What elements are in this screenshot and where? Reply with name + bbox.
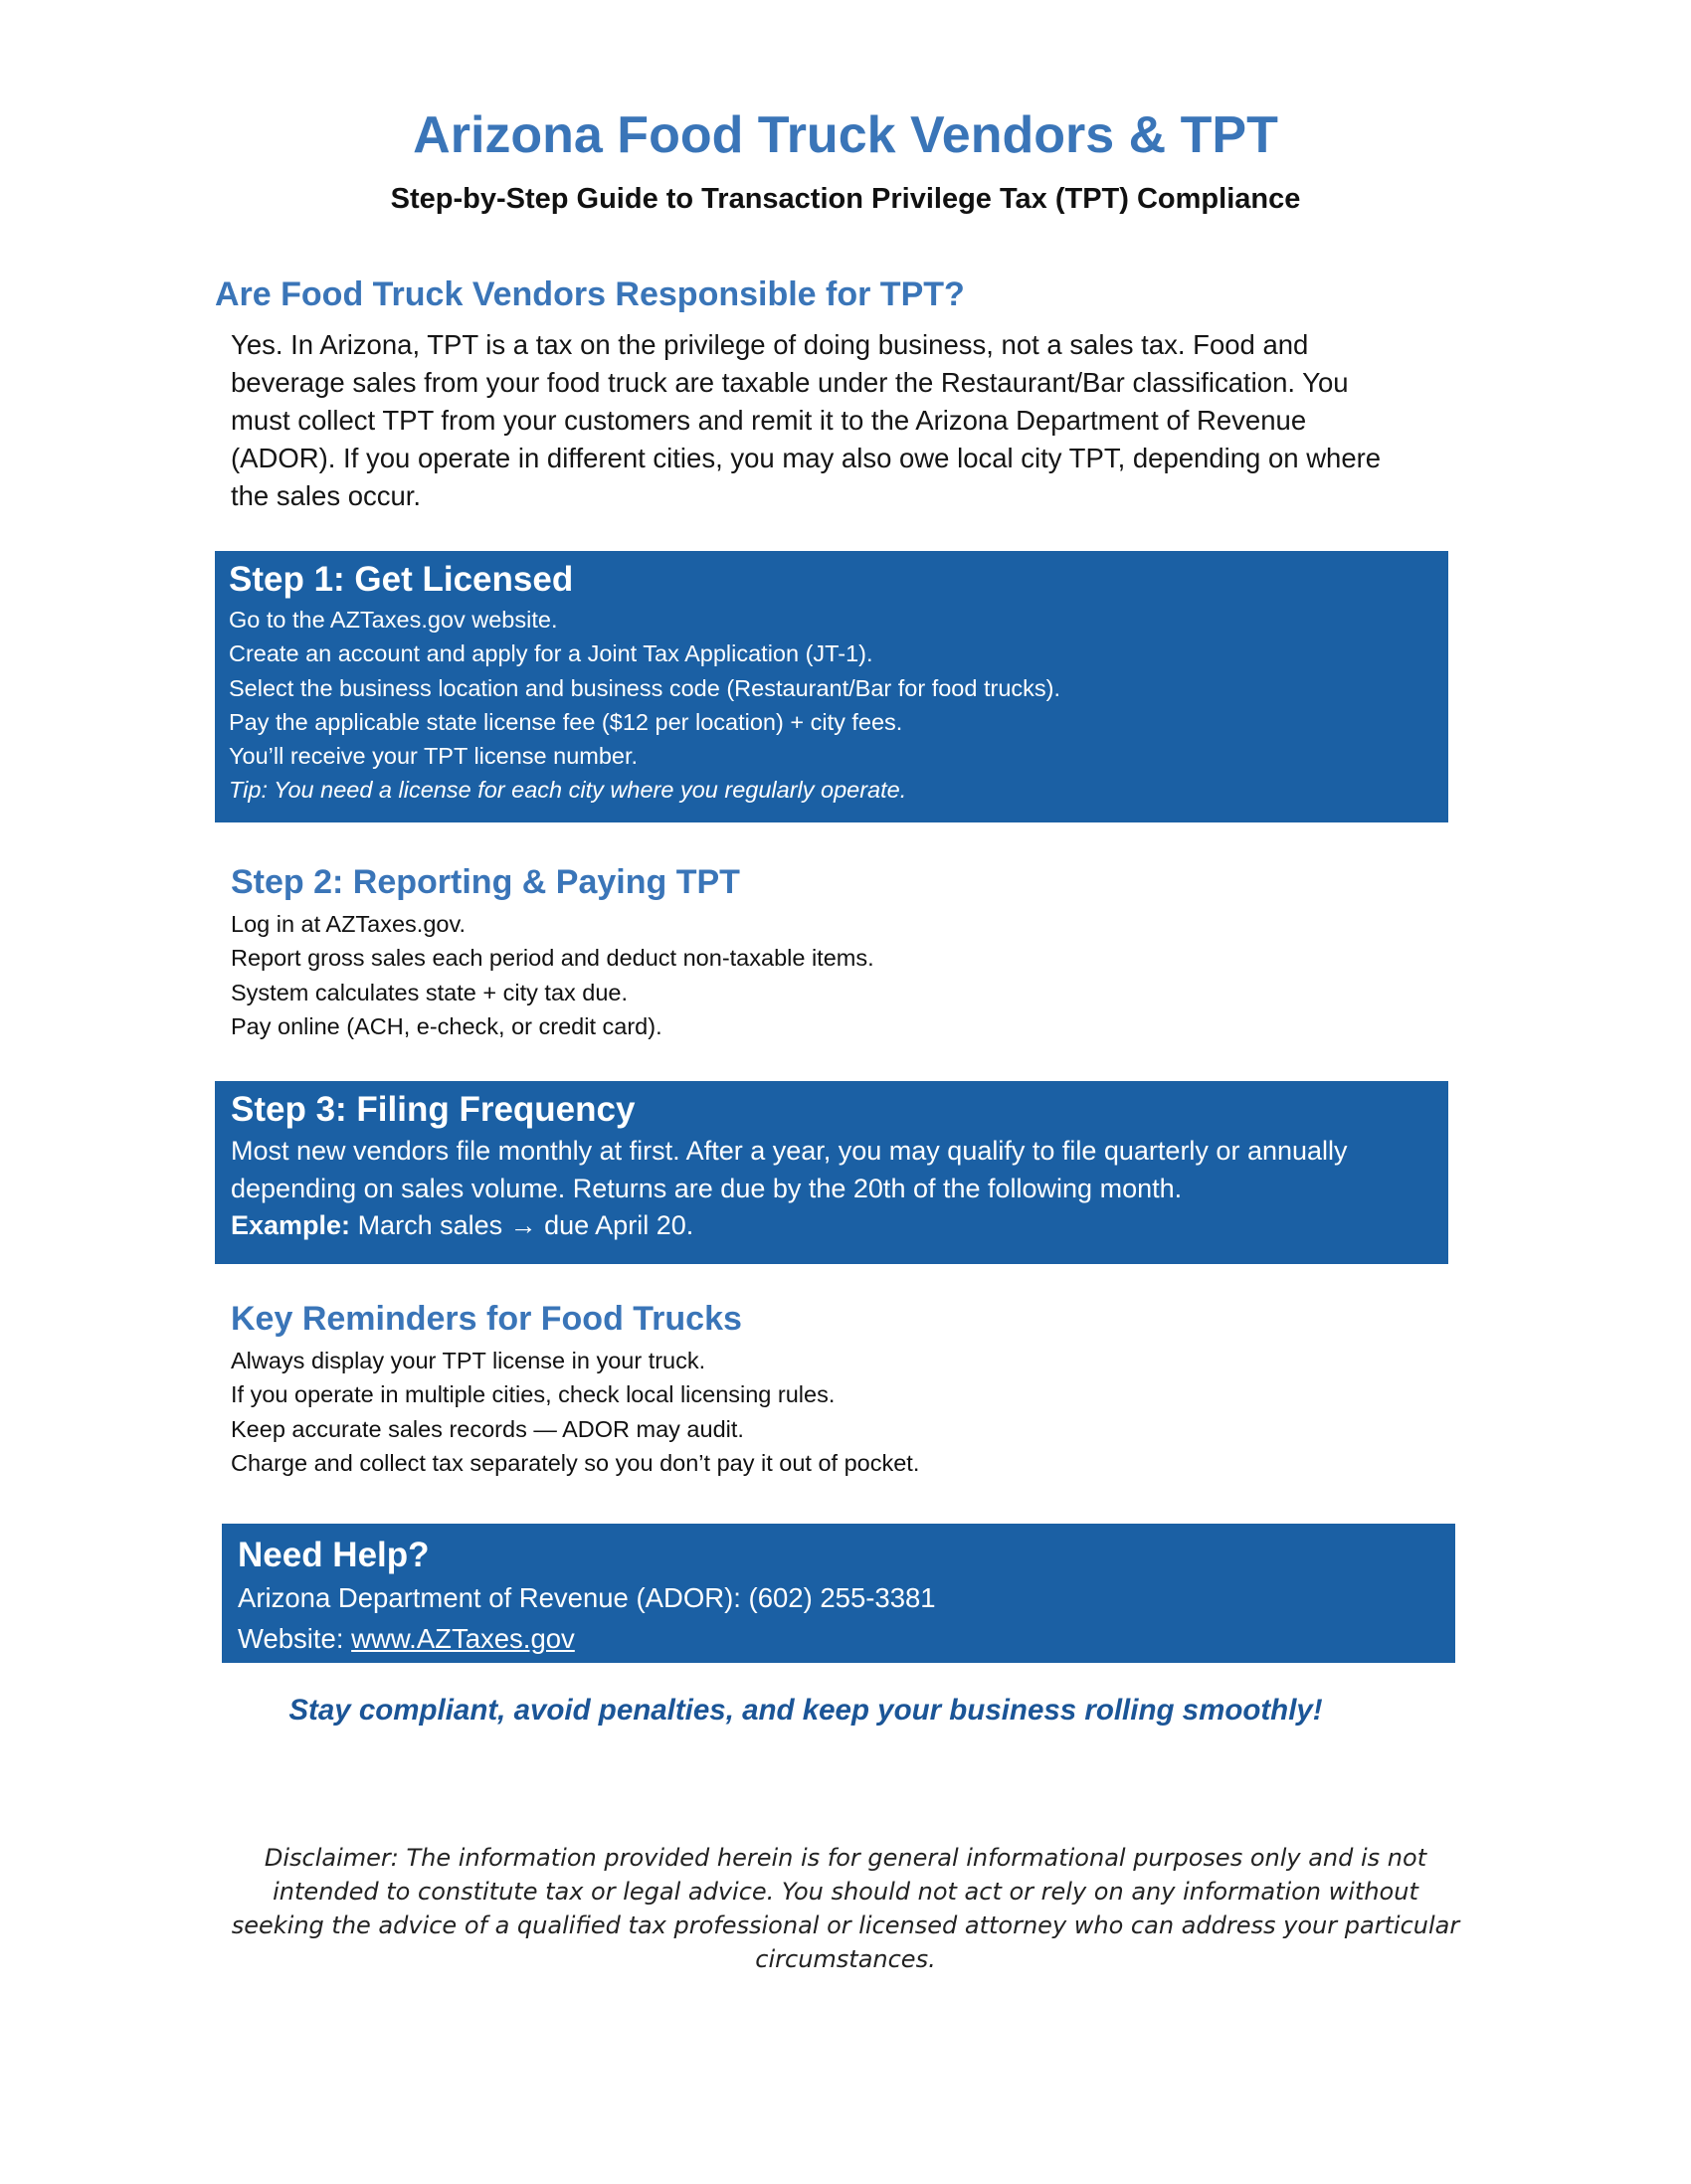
step1-list xyxy=(229,603,1448,808)
reminders-list xyxy=(231,1344,919,1480)
disclaimer: Disclaimer: The information provided herein is for general informational purposes only and is not intended to constitute tax or legal advice. You should not act or rely on any information without seeking the advice of a qualified tax professional or licensed attorney who can address your particular circumstances. xyxy=(231,1844,1460,1973)
list-item: Report gross sales each period and deduct non-taxable items. xyxy=(231,945,874,972)
reminders-heading: Key Reminders for Food Trucks xyxy=(231,1300,742,1338)
list-item: Pay online (ACH, e-check, or credit card). xyxy=(231,1012,662,1039)
help-heading: Need Help? xyxy=(238,1536,430,1574)
step3-example-label: Example: xyxy=(231,1210,351,1240)
list-item: You’ll receive your TPT license number. xyxy=(229,743,639,770)
help-box xyxy=(222,1524,1455,1663)
list-item: Charge and collect tax separately so you don’t pay it out of pocket. xyxy=(231,1449,920,1476)
list-item: Always display your TPT license in your truck. xyxy=(231,1348,706,1373)
list-item: If you operate in multiple cities, check local licensing rules. xyxy=(231,1381,836,1408)
list-item: Keep accurate sales records — ADOR may audit. xyxy=(231,1415,744,1442)
website-link[interactable]: www.AZTaxes.gov xyxy=(351,1623,575,1654)
list-item: Log in at AZTaxes.gov. xyxy=(231,911,467,937)
step3-heading: Step 3: Filing Frequency xyxy=(231,1090,636,1129)
intro-heading: Are Food Truck Vendors Responsible for TPT? xyxy=(215,275,965,313)
list-item: Go to the AZTaxes.gov website. xyxy=(229,607,558,633)
step1-heading: Step 1: Get Licensed xyxy=(229,560,574,599)
intro-body: Yes. In Arizona, TPT is a tax on the privilege of doing business, not a sales tax. Food and beverage sales from your food truck are taxable under the Restaurant/Bar classification. You must collect TPT from your customers and remit it to the Arizona Department of Revenue (ADOR). If you operate in different cities, you may also owe local city TPT, depending on where the sales occur. xyxy=(231,329,1382,511)
step2-section xyxy=(231,861,874,1043)
step1-box xyxy=(215,551,1448,822)
list-item: Select the business location and business code (Restaurant/Bar for food trucks). xyxy=(229,674,1061,701)
step3-example-text: March sales → due April 20. xyxy=(350,1210,694,1240)
page-title: Arizona Food Truck Vendors & TPT xyxy=(413,106,1278,164)
step2-heading: Step 2: Reporting & Paying TPT xyxy=(231,863,740,901)
step3-body xyxy=(231,1133,1448,1245)
help-contact: Arizona Department of Revenue (ADOR): (602) 255-3381 xyxy=(238,1582,936,1613)
step1-tip: Tip: You need a license for each city where you regularly operate. xyxy=(229,777,907,804)
step3-box xyxy=(215,1081,1448,1264)
help-website-label: Website: xyxy=(238,1623,352,1654)
list-item: Create an account and apply for a Joint Tax Application (JT-1). xyxy=(229,640,873,667)
list-item: Pay the applicable state license fee ($12 per location) + city fees. xyxy=(229,708,903,735)
closing-tagline: Stay compliant, avoid penalties, and keep your business rolling smoothly! xyxy=(288,1694,1323,1727)
step2-list xyxy=(231,907,874,1043)
step3-body-text: Most new vendors file monthly at first. After a year, you may qualify to file quarterly or annually depending on sales volume. Returns are due by the 20th of the following month. xyxy=(231,1136,1348,1203)
list-item: System calculates state + city tax due. xyxy=(231,979,629,1005)
page-subtitle: Step-by-Step Guide to Transaction Privilege Tax (TPT) Compliance xyxy=(390,183,1301,215)
reminders-section xyxy=(231,1298,919,1480)
help-website xyxy=(238,1618,1455,1659)
